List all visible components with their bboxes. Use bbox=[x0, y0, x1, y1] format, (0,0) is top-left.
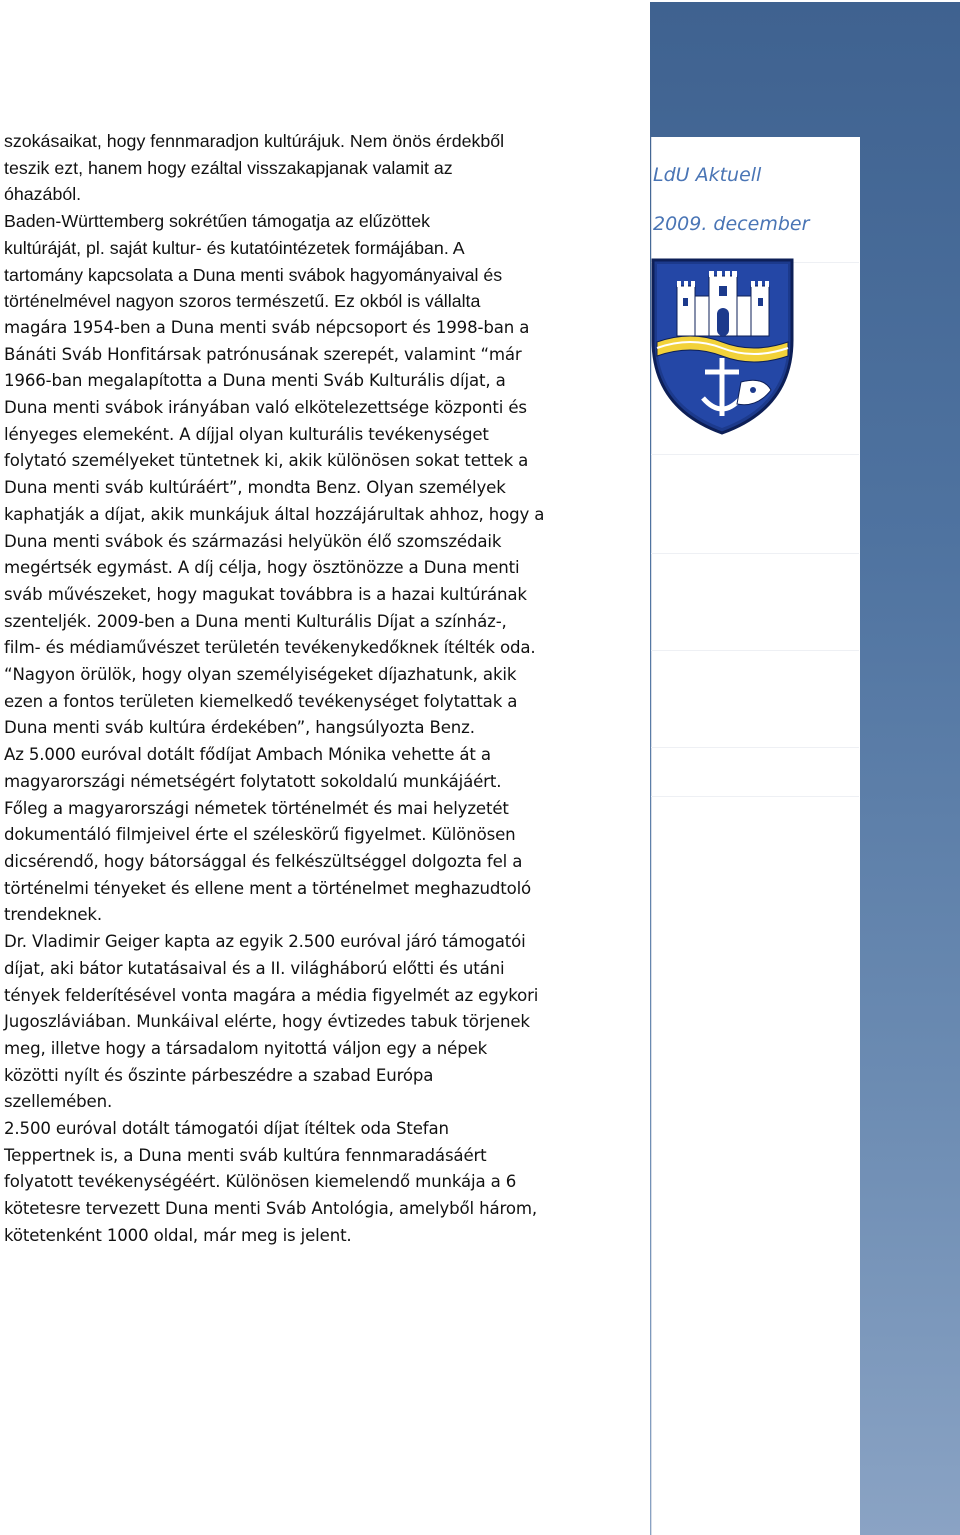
article-line: közötti nyílt és őszinte párbeszédre a szabad Európa bbox=[4, 1065, 434, 1085]
article-line: Bánáti Sváb Honfitársak patrónusának szerepét, valamint “már bbox=[4, 344, 522, 364]
article-line: Duna menti svábok irányában való elkötelezettsége központi és bbox=[4, 398, 527, 418]
issue-date: 2009. december bbox=[653, 213, 810, 235]
article-line: trendeknek. bbox=[4, 905, 103, 925]
article-line: 2.500 euróval dotált támogatói díjat ítéltek oda Stefan bbox=[4, 1119, 449, 1139]
article-line: meg, illetve hogy a társadalom nyitottá váljon egy a népek bbox=[4, 1038, 488, 1058]
article-line: lényeges elemeként. A díjjal olyan kulturális tevékenységet bbox=[4, 424, 489, 444]
sidebar-rule bbox=[651, 454, 859, 455]
article-line: magára 1954-ben a Duna menti sváb népcsoport és 1998-ban a bbox=[4, 317, 530, 337]
article-line: “Nagyon örülök, hogy olyan személyiségeket díjazhatunk, akik bbox=[4, 665, 517, 685]
article-line: kötetesre tervezett Duna menti Sváb Antológia, amelyből három, bbox=[4, 1199, 537, 1219]
sidebar-rule bbox=[651, 650, 859, 651]
article-line: kaphatják a díjat, akik munkájuk által hozzájárultak ahhoz, hogy a bbox=[4, 504, 545, 524]
article-line: tények felderítésével vonta magára a média figyelmét az egykori bbox=[4, 985, 539, 1005]
article-line: történelmével nagyon szoros természetű. Ez okból is vállalta bbox=[4, 291, 481, 312]
article-line: 1966-ban megalapította a Duna menti Sváb Kulturális díjat, a bbox=[4, 371, 506, 391]
article-line: Baden-Württemberg sokrétűen támogatja az elűzöttek bbox=[4, 211, 430, 232]
article-body bbox=[4, 128, 599, 1250]
article-line: folyatott tevékenységéért. Különösen kiemelendő munkája a 6 bbox=[4, 1172, 517, 1192]
article-line: Duna menti sváb kultúra érdekében”, hangsúlyozta Benz. bbox=[4, 718, 475, 738]
sidebar-title: LdU Aktuell bbox=[653, 164, 762, 186]
article-line: óhazából. bbox=[4, 184, 82, 205]
article-line: szellemében. bbox=[4, 1092, 113, 1112]
sidebar-rule bbox=[651, 796, 859, 797]
article-line: történelmi tényeket és ellene ment a történelmet meghazudtoló bbox=[4, 878, 532, 898]
article-line: megértsék egymást. A díj célja, hogy ösztönözze a Duna menti bbox=[4, 558, 520, 578]
sidebar-rule bbox=[651, 553, 859, 554]
article-line: Dr. Vladimir Geiger kapta az egyik 2.500 euróval járó támogatói bbox=[4, 932, 526, 952]
article-line: magyarországi németségért folytatott sokoldalú munkájáért. bbox=[4, 771, 502, 791]
article-line: Jugoszláviában. Munkáival elérte, hogy évtizedes tabuk törjenek bbox=[4, 1012, 530, 1032]
article-line: szokásaikat, hogy fennmaradjon kultúrájuk. Nem önös érdekből bbox=[4, 131, 505, 151]
article-line: Főleg a magyarországi németek történelmét és mai helyzetét bbox=[4, 798, 509, 818]
article-line: díjat, aki bátor kutatásaival és a II. világháború előtti és utáni bbox=[4, 958, 505, 978]
article-line: sváb művészeket, hogy magukat továbbra is a hazai kultúrának bbox=[4, 584, 527, 604]
article-line: film- és médiaművészet területén tevékenykedőknek ítélték oda. bbox=[4, 638, 536, 658]
article-line: Teppertnek is, a Duna menti sváb kultúra fennmaradásáért bbox=[4, 1145, 487, 1165]
article-line: Duna menti svábok és származási helyükön élő szomszédaik bbox=[4, 531, 502, 551]
coat-of-arms-icon bbox=[651, 258, 794, 435]
article-line: teszik ezt, hanem hogy ezáltal visszakapjanak valamit az bbox=[4, 157, 453, 178]
article-line: dicsérendő, hogy bátorsággal és felkészültséggel dolgozta fel a bbox=[4, 851, 523, 871]
article-line: kötetenként 1000 oldal, már meg is jelent. bbox=[4, 1225, 352, 1245]
article-line: ezen a fontos területen kiemelkedő tevékenységet folytattak a bbox=[4, 691, 518, 711]
article-line: dokumentáló filmjeivel érte el széleskörű figyelmet. Különösen bbox=[4, 825, 516, 845]
article-line: tartomány kapcsolata a Duna menti svábok hagyományaival és bbox=[4, 264, 503, 285]
article-line: folytató személyeket tüntetnek ki, akik különösen sokat tettek a bbox=[4, 451, 529, 471]
article-line: szenteljék. 2009-ben a Duna menti Kulturális Díjat a színház-, bbox=[4, 611, 507, 631]
sidebar-rule bbox=[651, 747, 859, 748]
article-line: Duna menti sváb kultúráért”, mondta Benz. Olyan személyek bbox=[4, 478, 506, 498]
article-line: Az 5.000 euróval dotált fődíjat Ambach Mónika vehette át a bbox=[4, 745, 491, 765]
article-line: kultúráját, pl. saját kultur- és kutatóintézetek formájában. A bbox=[4, 237, 465, 258]
